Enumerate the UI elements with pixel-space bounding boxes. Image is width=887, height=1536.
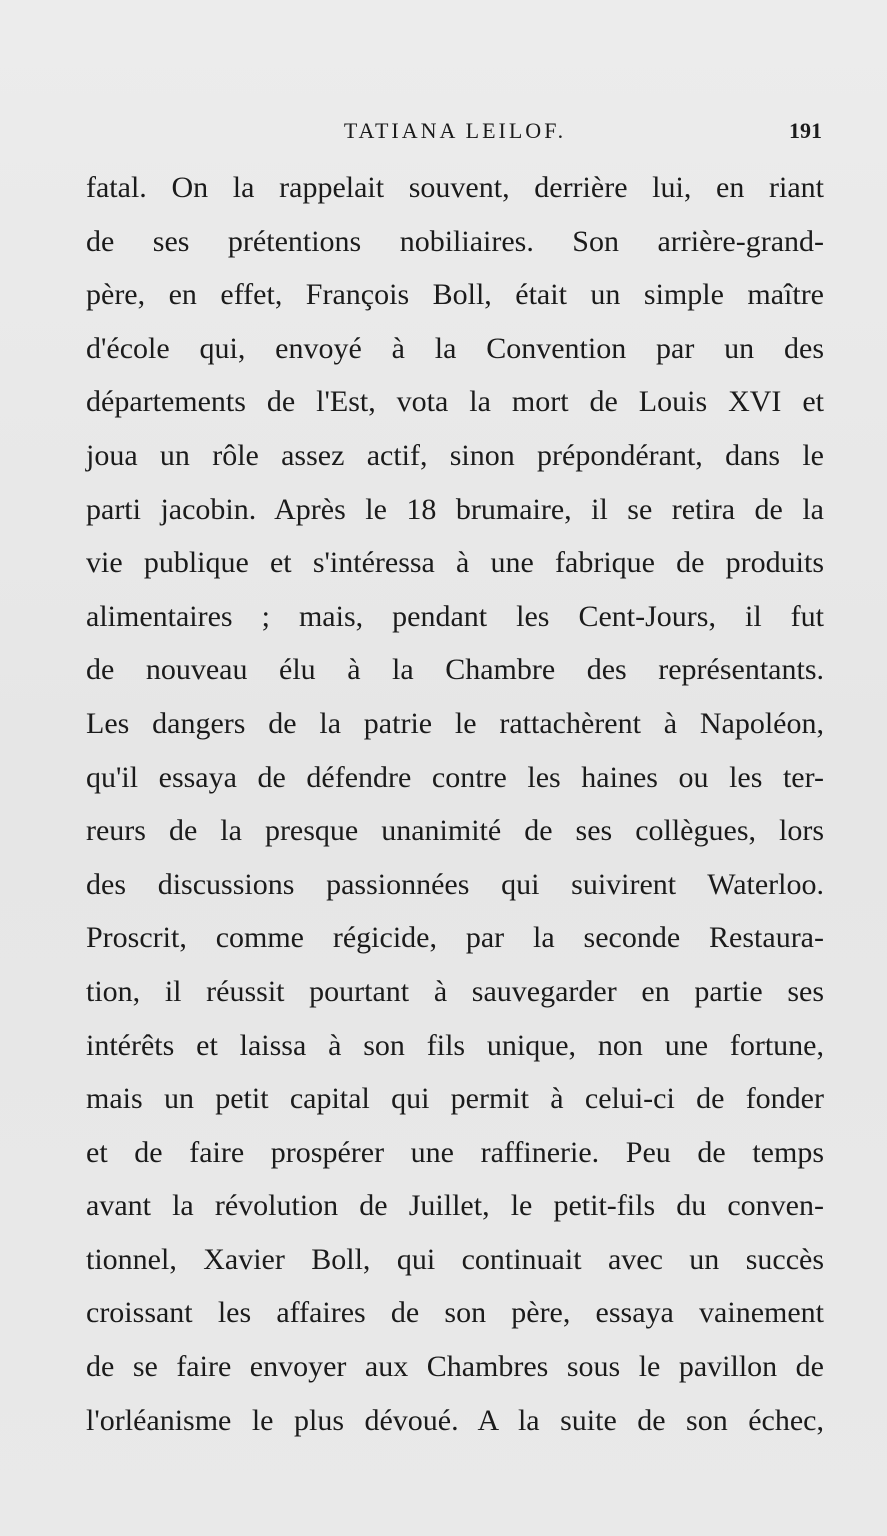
text-line: de se faire envoyer aux Chambres sous le pavillon de [86, 1350, 824, 1384]
page-number: 191 [789, 118, 822, 143]
running-header-title: TATIANA LEILOF. [343, 118, 567, 143]
text-line: alimentaires ; mais, pendant les Cent-Jours, il fut [86, 599, 824, 633]
text-line: vie publique et s'intéressa à une fabrique de produits [86, 546, 824, 580]
text-line: Les dangers de la patrie le rattachèrent à Napoléon, [86, 706, 824, 740]
text-line: de nouveau élu à la Chambre des représentants. [86, 653, 824, 687]
text-line: tion, il réussit pourtant à sauvegarder en partie ses [86, 974, 824, 1008]
text-line: Proscrit, comme régicide, par la seconde Restaura- [86, 921, 824, 955]
text-line: joua un rôle assez actif, sinon prépondérant, dans le [86, 438, 824, 472]
running-header [88, 118, 822, 148]
text-line: des discussions passionnées qui suivirent Waterloo. [86, 867, 824, 901]
body-text [86, 164, 824, 1450]
text-line: parti jacobin. Après le 18 brumaire, il se retira de la [86, 492, 824, 526]
text-line: intérêts et laissa à son fils unique, non une fortune, [86, 1028, 824, 1062]
text-line: départements de l'Est, vota la mort de Louis XVI et [86, 385, 824, 419]
text-line: fatal. On la rappelait souvent, derrière lui, en riant [86, 171, 824, 204]
text-line: reurs de la presque unanimité de ses collègues, lors [86, 814, 824, 848]
text-line: père, en effet, François Boll, était un simple maître [86, 278, 824, 312]
text-line: tionnel, Xavier Boll, qui continuait avec un succès [86, 1242, 824, 1276]
text-line: de ses prétentions nobiliaires. Son arrière-grand- [86, 224, 824, 258]
text-line: mais un petit capital qui permit à celui-ci de fonder [86, 1082, 824, 1116]
text-line: croissant les affaires de son père, essaya vainement [86, 1296, 824, 1330]
text-line: qu'il essaya de défendre contre les haines ou les ter- [86, 760, 824, 794]
text-line: et de faire prospérer une raffinerie. Peu de temps [86, 1135, 824, 1169]
text-line: d'école qui, envoyé à la Convention par un des [86, 331, 824, 365]
text-line: avant la révolution de Juillet, le petit-fils du conven- [86, 1189, 824, 1223]
text-line: l'orléanisme le plus dévoué. A la suite de son échec, [86, 1403, 824, 1437]
